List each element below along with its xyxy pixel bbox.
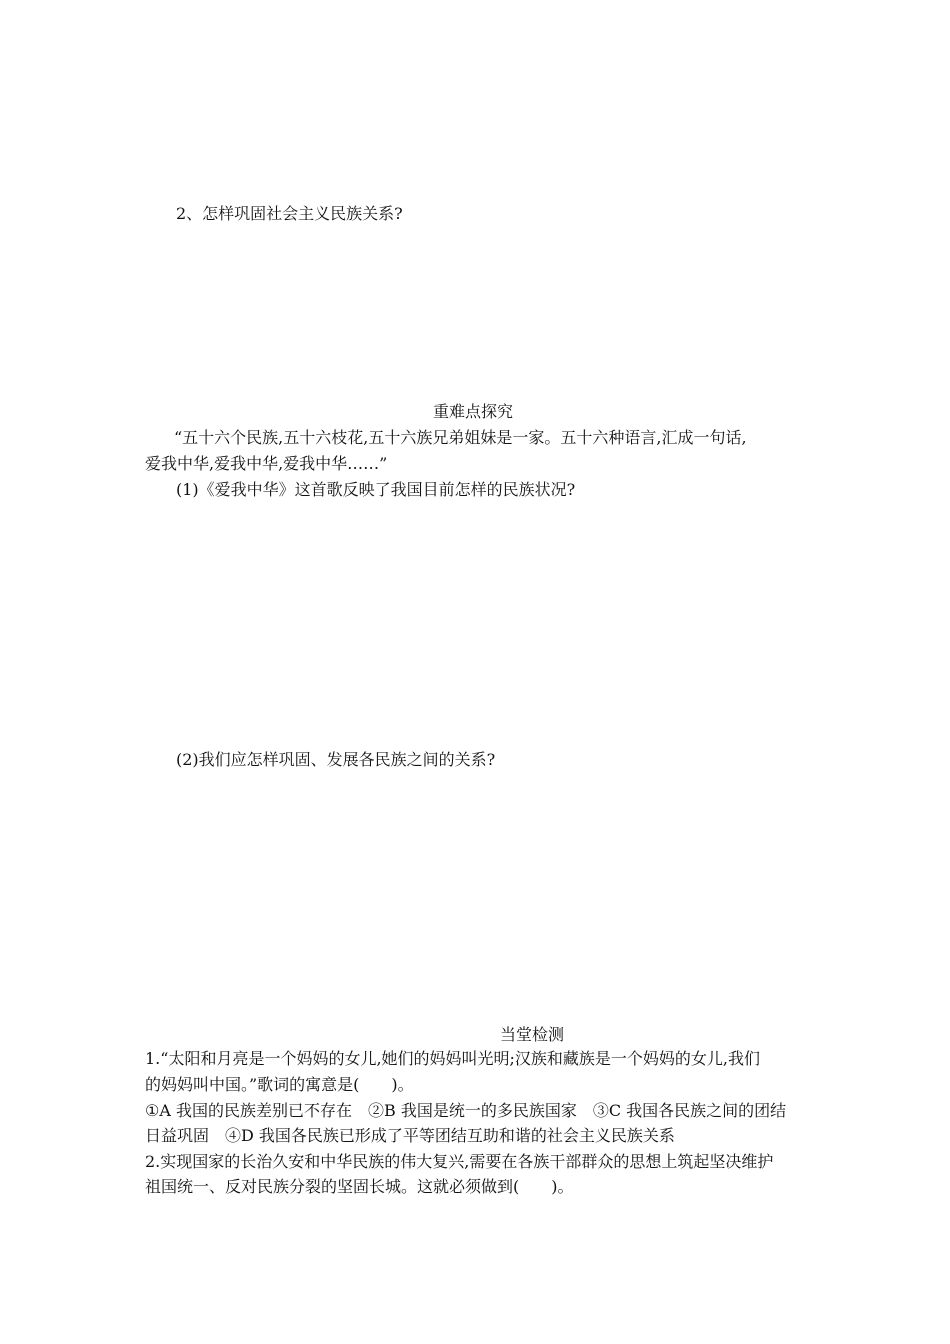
test-item-1-line-2: 的妈妈叫中国。”歌词的寓意是( )。: [145, 1075, 414, 1094]
question-2: 2、怎样巩固社会主义民族关系?: [176, 204, 403, 223]
test-item-2-line-2: 祖国统一、反对民族分裂的坚固长城。这就必须做到( )。: [145, 1177, 574, 1196]
test-item-2-line-1: 2.实现国家的长治久安和中华民族的伟大复兴,需要在各族干部群众的思想上筑起坚决维护: [145, 1152, 774, 1171]
test-item-1-line-1: 1.“太阳和月亮是一个妈妈的女儿,她们的妈妈叫光明;汉族和藏族是一个妈妈的女儿,我们: [145, 1049, 761, 1068]
song-quote-line-1: “五十六个民族,五十六枝花,五十六族兄弟姐妹是一家。五十六种语言,汇成一句话,: [174, 428, 747, 447]
song-quote-line-2: 爱我中华,爱我中华,爱我中华……”: [145, 454, 388, 473]
test-item-1-options-line-1: ①A 我国的民族差别已不存在 ②B 我国是统一的多民族国家 ③C 我国各民族之间的团结: [145, 1101, 787, 1120]
inquiry-question-1: (1)《爱我中华》这首歌反映了我国目前怎样的民族状况?: [176, 480, 576, 499]
inquiry-question-2: (2)我们应怎样巩固、发展各民族之间的关系?: [176, 750, 496, 769]
test-item-1-options-line-2: 日益巩固 ④D 我国各民族已形成了平等团结互助和谐的社会主义民族关系: [145, 1126, 675, 1145]
section-title-key-points: 重难点探究: [433, 402, 514, 421]
section-title-class-test: 当堂检测: [500, 1025, 565, 1044]
